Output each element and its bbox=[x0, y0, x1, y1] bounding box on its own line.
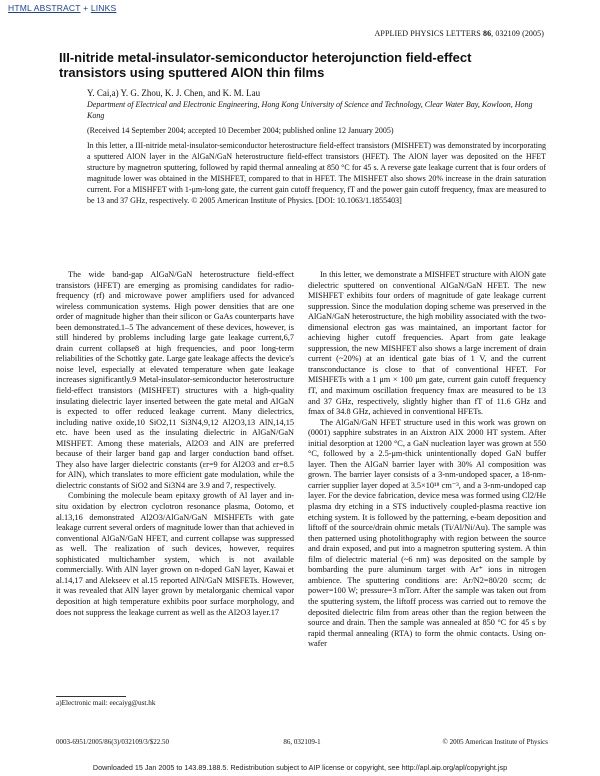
body-paragraph: Combining the molecule beam epitaxy growth of Al layer and in-situ oxidation by electron cyclotron resonance plasma, Ootomo, et al.13,16 demonstrated Al2O3/AlGaN/GaN MISHFETs with gate leakage current several orders of magnitude lower than that achieved in conventional AlGaN/GaN HFET, and current collapse was suppressed as well. The realization of such devices, however, requires sophisticated multichamber system, which is not available commercially. With AlN layer grown on n-doped GaN layer, Kawai et al.14,17 and Alekseev et al.15 reported AlN/GaN MISFETs. However, it was revealed that AlN layer grown by metalorganic chemical vapor deposition at high temperature exhibits poor surface morphology, and does not suppress the leakage current as well as the Al2O3 layer.17 bbox=[56, 491, 294, 617]
journal-citation: , 032109 (2005) bbox=[491, 29, 544, 38]
journal-name: APPLIED PHYSICS LETTERS bbox=[374, 29, 481, 38]
footnote-divider bbox=[56, 696, 126, 697]
links-link[interactable]: LINKS bbox=[90, 3, 117, 13]
footer-issn: 0003-6951/2005/86(3)/032109/3/$22.50 bbox=[56, 738, 169, 746]
affiliation: Department of Electrical and Electronic Engineering, Hong Kong University of Science and Technology, Clear Water Bay, Kowloon, Hong Kong bbox=[87, 100, 533, 120]
link-separator: + bbox=[83, 3, 89, 13]
body-paragraph: In this letter, we demonstrate a MISHFET structure with AlON gate dielectric sputtered on conventional AlGaN/GaN HFET. The new MISHFET exhibits four orders of magnitude of gate leakage current suppression. Since the modulation doping scheme was preserved in the AlGaN/GaN heterostructure, the high mobility associated with the two-dimensional electron gas was maintained, an important factor for achieving higher cutoff frequencies. Apart from gate leakage suppression, the new MISHFET also shows a large increment of drain current (~20%) at an identical gate bias of 1 V, and the current transconductance is close to that of conventional HFET. For MISHFETs with a 1 μm × 100 μm gate, current gain cutoff frequency fT, and maximum oscillation frequency fmax are measured to be 13 and 37 GHz, respectively, slightly higher than fT of 11.6 GHz and fmax of 34.8 GHz, achieved in conventional HFETs. bbox=[308, 270, 546, 417]
footer-copyright: © 2005 American Institute of Physics bbox=[442, 738, 548, 746]
right-column bbox=[308, 270, 546, 650]
journal-volume: 86 bbox=[482, 29, 492, 38]
journal-header bbox=[375, 29, 544, 38]
html-abstract-link[interactable]: HTML ABSTRACT bbox=[8, 3, 81, 13]
article-title: III-nitride metal-insulator-semiconductor heterojunction field-effect transistors using sputtered AlON thin films bbox=[59, 50, 472, 80]
body-paragraph: The AlGaN/GaN HFET structure used in this work was grown on (0001) sapphire substrates in an Aixtron AIX 2000 HT system. After initial desorption at 1200 °C, a GaN nucleation layer was grown at 550 °C, followed by a 2.5-μm-thick unintentionally doped GaN buffer layer. Then the AlGaN barrier layer with 30% Al composition was grown. The barrier layer consists of a 3-nm-undoped spacer, a 18-nm-carrier supplier layer doped at 3.5×10¹⁸ cm⁻³, and a 3-nm-undoped cap layer. For the device fabrication, device mesa was formed using Cl2/He plasma dry etching in a STS inductively coupled-plasma reactive ion etching system. It is followed by the patterning, e-beam deposition and liftoff of the source/drain ohmic metals (Ti/Al/Ni/Au). The sample was then patterned using photolithography with region between the source and drain exposed, and put into a magnetron sputtering system. A thin film of dielectric material (~6 nm) was deposited on the sample by bombarding the pure aluminum target with Ar⁺ ions in nitrogen ambience. The sputtering conditions are: Ar/N2=80/20 sccm; dc power=100 W; pressure=3 mTorr. After the sample was taken out from the sputtering system, the liftoff process was carried out to remove the deposited dielectric film from areas other than the region between the source and drain. Then the sample was annealed at 850 °C for 45 s by rapid thermal annealing (RTA) to form the ohmic contacts. Using on-wafer bbox=[308, 417, 546, 649]
abstract: In this letter, a III-nitride metal-insulator-semiconductor heterostructure field-effect transistors (MISHFET) was demonstrated by incorporating a sputtered AlON layer in the AlGaN/GaN heterostructure field-effect transistors (HFET). The AlON layer was deposited on the HFET structure by magnetron sputtering, followed by rapid thermal annealing at 850 °C for 45 s. A reverse gate leakage current that is four orders of magnitude lower was obtained in the MISHFET, compared to that in HFET. The MISHFET also shows 20% increase in the drain saturation current. For a MISHFET with 1-μm-long gate, the current gain cutoff frequency, fT and the power gain cutoff frequency, fmax are measured to be 13 and 37 GHz, respectively. © 2005 American Institute of Physics. [DOI: 10.1063/1.1855403] bbox=[87, 141, 546, 205]
footer-page-number: 86, 032109-1 bbox=[283, 738, 321, 746]
left-column bbox=[56, 270, 294, 618]
footnote: a)Electronic mail: eecaiyg@ust.hk bbox=[56, 699, 156, 707]
top-link-bar bbox=[8, 3, 116, 13]
body-paragraph: The wide band-gap AlGaN/GaN heterostructure field-effect transistors (HFET) are emerging as promising candidates for radio-frequency (rf) and microwave power amplifiers used for advanced wireless communication systems. High power densities that are one order of magnitude higher than their silicon or GaAs counterparts have been demonstrated.1–5 The advancement of these devices, however, is still hindered by problems including large gate leakage current,6,7 drain current collapse8 at high frequencies, and poor long-term reliabilities of the Schottky gate. Large gate leakage affects the device's noise level, especially at elevated temperature when gate leakage increases significantly.9 Metal-insulator-semiconductor heterostructure field-effect transistors (MISHFET) structures with a high-quality insulating dielectric layer inserted between the gate metal and AlGaN is expected to offer reduced leakage current. Many dielectrics, including native oxide,10 SiO2,11 Si3N4,9,12 Al2O3,13 AlN,14,15 etc. have been used as the insulating dielectric in AlGaN/GaN MISHFET. Among these materials, Al2O3 and AlN are preferred because of their larger band gap and larger conduction band offset. They also have larger dielectric constants (εr=9 for Al2O3 and εr=8.5 for AlN), which translates to more efficient gate modulation, while the dielectric constants of SiO2 and Si3N4 are 3.9 and 7, respectively. bbox=[56, 270, 294, 490]
publication-dates: (Received 14 September 2004; accepted 10 December 2004; published online 12 January 2005) bbox=[87, 126, 394, 135]
author-list: Y. Cai,a) Y. G. Zhou, K. J. Chen, and K. M. Lau bbox=[87, 88, 261, 98]
download-notice: Downloaded 15 Jan 2005 to 143.89.188.5. Redistribution subject to AIP license or copyright, see http://apl.aip.org/apl/copyright.jsp bbox=[92, 763, 508, 772]
